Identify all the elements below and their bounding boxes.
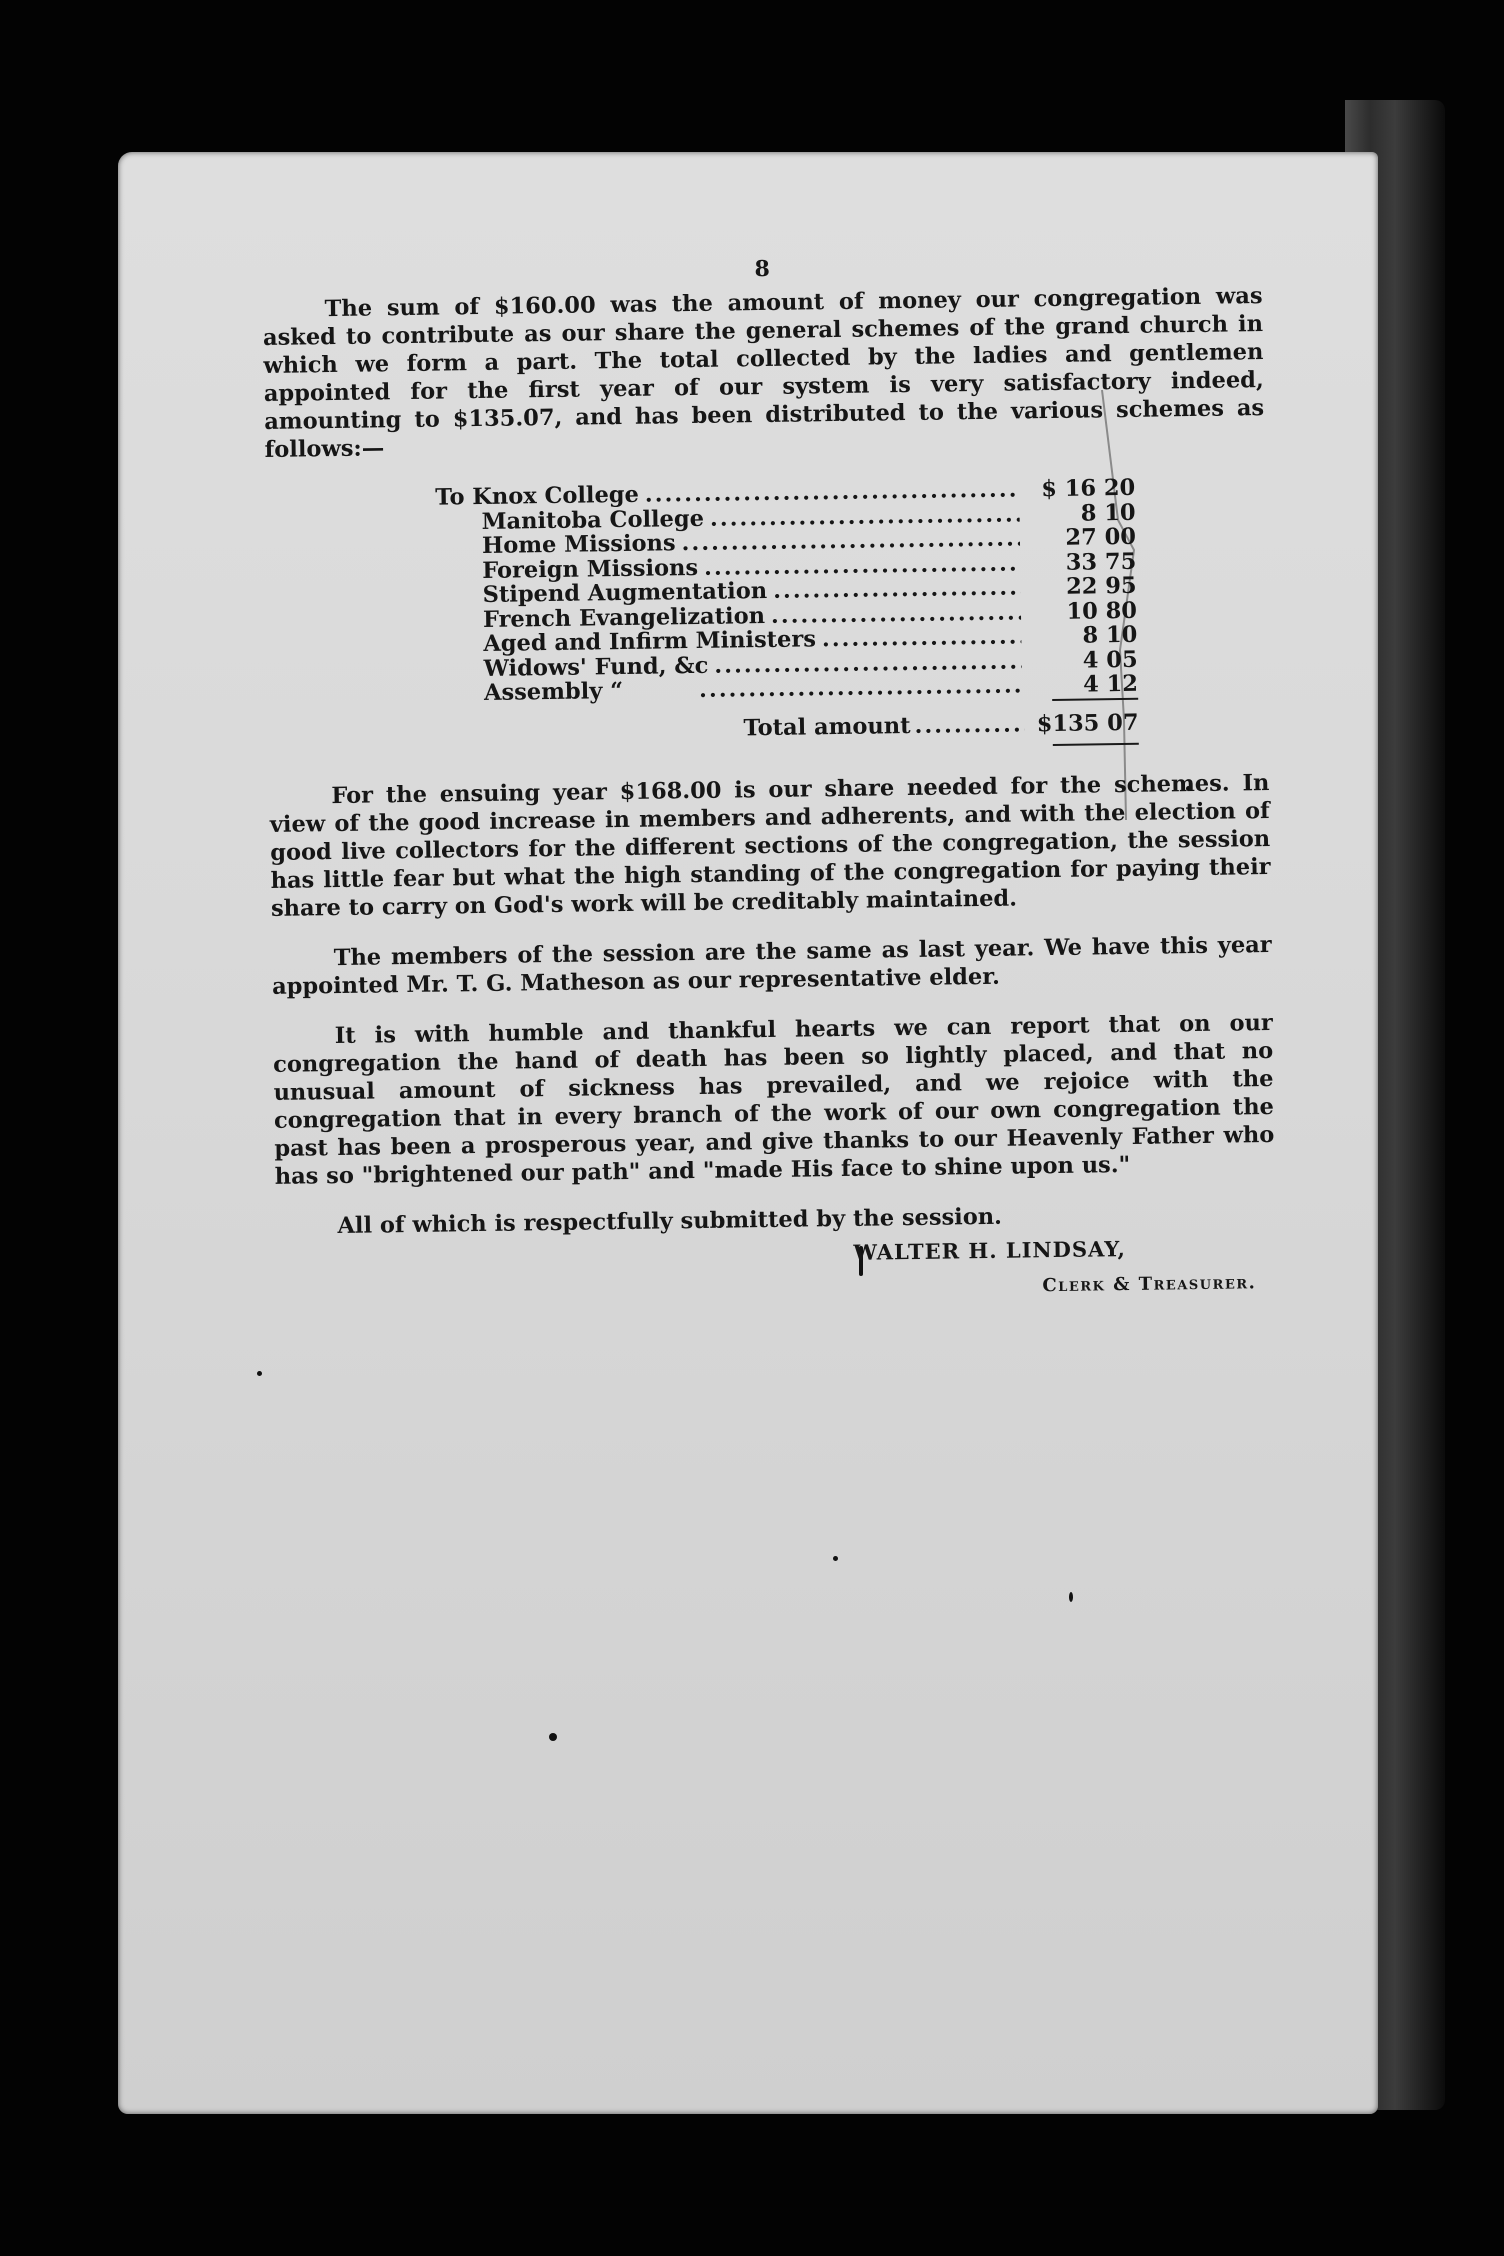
scheme-amount: 22 95 xyxy=(1065,572,1137,600)
scheme-name: French Evangelization xyxy=(482,602,766,633)
scheme-name: Widows' Fund, &c xyxy=(483,652,709,682)
scheme-name: Aged and Infirm Ministers xyxy=(483,626,817,657)
total-label: Total amount xyxy=(743,712,911,741)
dot-leader xyxy=(699,671,1022,704)
ensuing-year-paragraph: For the ensuing year $168.00 is our share needed for the schemes. In view of the good increase in members and adherents, and with the election of good live collectors for the different sections of the congregation, the session has little fear but what the high standing of the congregation for paying their share to carry on God's work will be creditably maintained. xyxy=(269,769,1271,922)
scheme-name: Stipend Augmentation xyxy=(482,577,768,608)
thanks-paragraph: It is with humble and thankful hearts we can report that on our congregation the hand of death has been so lightly placed, and that no unusual amount of sickness has prevailed, and we rejoice with the congregation that in every branch of the work of our own congregation the past has been a prosperous year, and give thanks to our Heavenly Father who has so "brightened our path" and "made His face to shine upon us." xyxy=(273,1009,1275,1190)
document-body xyxy=(262,248,1277,1310)
scheme-name: Foreign Missions xyxy=(482,554,699,584)
scheme-name: To Knox College xyxy=(435,481,640,511)
session-paragraph: The members of the session are the same as last year. We have this year appointed Mr. T. G. Matheson as our representative elder. xyxy=(271,931,1272,1000)
scheme-amount: 4 12 xyxy=(1082,670,1139,698)
scheme-amount: $ 16 20 xyxy=(1041,474,1136,503)
scheme-amount: 27 00 xyxy=(1065,523,1137,551)
scheme-amount: 8 10 xyxy=(1080,499,1136,527)
total-rule xyxy=(1053,742,1139,745)
ink-speck xyxy=(1069,1592,1073,1602)
scheme-amount: 8 10 xyxy=(1082,621,1138,649)
scheme-amount: 4 05 xyxy=(1082,646,1138,674)
ink-speck xyxy=(833,1556,838,1561)
scheme-name: Manitoba College xyxy=(481,505,705,535)
ink-speck xyxy=(257,1371,262,1376)
intro-paragraph: The sum of $160.00 was the amount of money our congregation was asked to contribute as our share the general schemes of the grand church in which we form a part. The total collected by the ladies and gentlemen appointed for the first year of our system is very satisfactory indeed, amounting to $135.07, and has been distributed to the various schemes as follows:— xyxy=(262,283,1265,463)
signature-name: WALTER H. LINDSAY, xyxy=(853,1235,1127,1265)
scheme-amount: 10 80 xyxy=(1066,597,1138,625)
dot-leader xyxy=(914,710,1024,740)
total-amount: $135 07 xyxy=(1036,709,1139,737)
total-row xyxy=(438,708,1138,748)
page-number: 8 xyxy=(754,255,770,283)
schemes-table xyxy=(435,474,1139,754)
ink-speck xyxy=(549,1733,557,1741)
sum-rule xyxy=(1052,697,1138,703)
scheme-name: Assembly “ xyxy=(483,678,624,706)
scheme-amount: 33 75 xyxy=(1065,548,1137,576)
closing-paragraph: All of which is respectfully submitted by the session. xyxy=(337,1203,1003,1239)
signature-title: Clerk & Treasurer. xyxy=(1042,1271,1257,1296)
scheme-name: Home Missions xyxy=(481,530,676,559)
